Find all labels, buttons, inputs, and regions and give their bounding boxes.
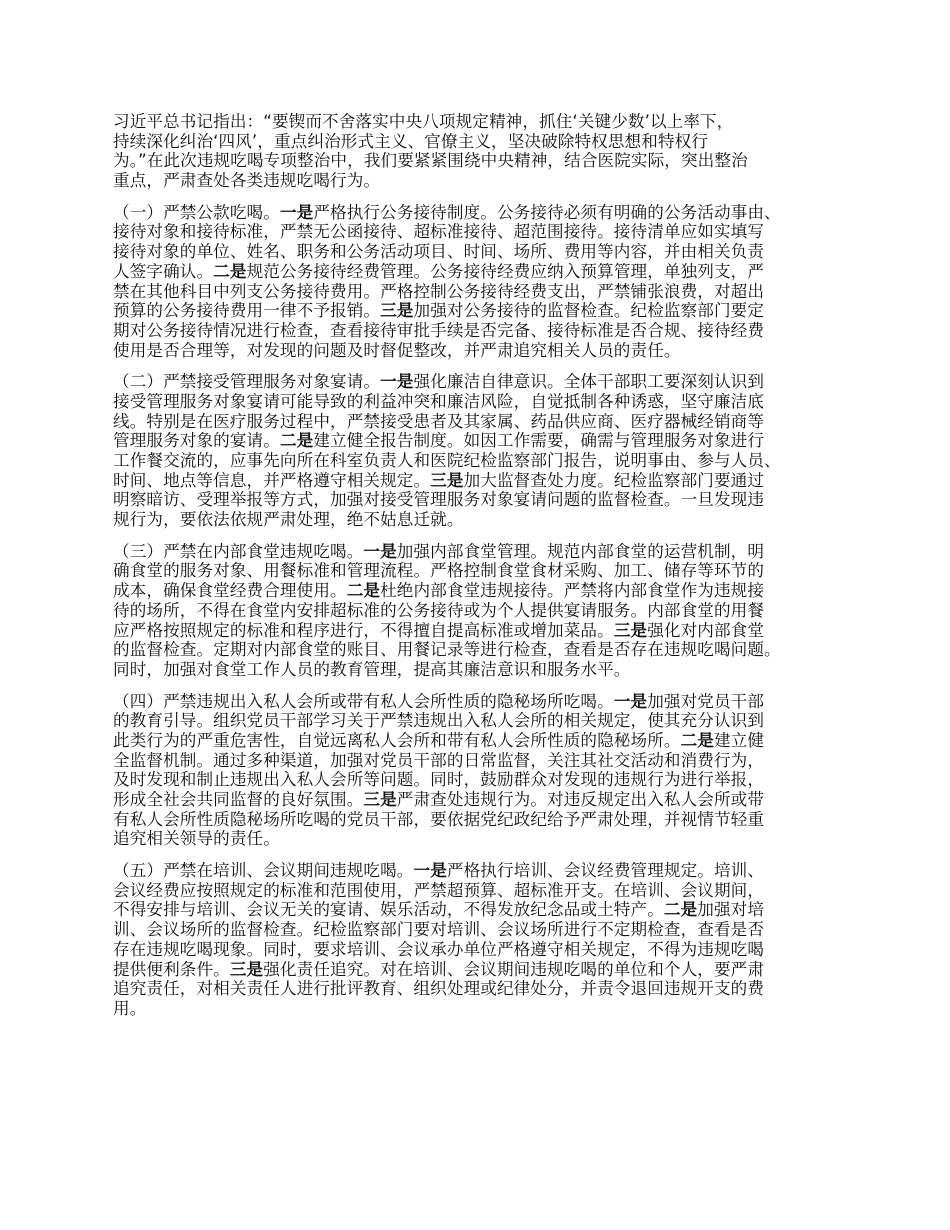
text-segment: 训、会议场所的监督检查。纪检监察部门要对培训、会议场所进行不定期检查，查看是否 — [113, 920, 765, 940]
text-line — [113, 960, 853, 980]
text-segment: 会议经费应按照规定的标准和范围使用，严禁超预算、超标准开支。在培训、会议期间， — [113, 880, 765, 900]
text-line — [113, 920, 853, 940]
text-segment: （三）严禁在内部食堂违规吃喝。 — [113, 541, 364, 561]
text-segment: 有私人会所性质隐秘场所吃喝的党员干部，要依据党纪政纪给予严肃处理，并视情节轻重 — [113, 809, 765, 829]
text-segment: 持续深化纠治‘四风’，重点纠治形式主义、官僚主义，坚决破除特权思想和特权行 — [113, 131, 709, 151]
text-line — [113, 979, 853, 999]
text-segment: 同时，加强对食堂工作人员的教育管理，提高其廉洁意识和服务水平。 — [113, 659, 631, 679]
text-line — [113, 751, 853, 771]
text-segment: 接受管理服务对象宴请可能导致的利益冲突和廉洁风险，自觉抵制各种诱惑，坚守廉洁底 — [113, 391, 765, 411]
text-line — [113, 151, 853, 171]
text-line — [113, 490, 853, 510]
bold-point-marker: 三是 — [430, 470, 464, 490]
text-line — [113, 321, 853, 341]
text-line — [113, 132, 853, 152]
text-line — [113, 112, 853, 132]
text-segment: 加强对党员干部 — [647, 691, 765, 711]
text-line — [113, 282, 853, 302]
text-segment: 严肃查处违规行为。对违反规定出入私人会所或带 — [396, 790, 765, 809]
bold-point-marker: 三是 — [363, 790, 397, 809]
bold-point-marker: 二是 — [279, 431, 314, 451]
text-segment: 强化责任追究。对在培训、会议期间违规吃喝的单位和个人，要严肃 — [263, 959, 765, 979]
text-line — [113, 471, 853, 491]
text-segment: 强化廉洁自律意识。全体干部职工要深刻认识到 — [413, 372, 765, 392]
text-line — [113, 392, 853, 412]
text-segment: 加强对培 — [697, 900, 765, 920]
text-segment: 工作餐交流的，应事先向所在科室负责人和医院纪检监察部门报告，说明事由、参与人员、 — [113, 451, 781, 470]
text-segment: 强化对内部食堂 — [647, 620, 765, 640]
text-line — [113, 790, 853, 810]
text-segment: 加大监督查处力度。纪检监察部门要通过 — [463, 470, 765, 490]
text-line — [113, 900, 853, 920]
text-segment: 严格执行培训、会议经费管理规定。培训、 — [446, 861, 765, 881]
bold-point-marker: 二是 — [680, 730, 714, 750]
text-line — [113, 412, 853, 432]
text-segment: 管理服务对象的宴请。 — [113, 431, 280, 451]
text-segment: 应严格按照规定的标准和程序进行，不得擅自提高标准或增加菜品。 — [113, 620, 614, 640]
bold-point-marker: 一是 — [363, 541, 397, 561]
text-segment: 习近平总书记指出：“要锲而不舍落实中央八项规定精神，抓住‘关键少数’以上率下， — [113, 112, 734, 131]
text-line — [113, 999, 853, 1019]
text-line — [113, 203, 853, 223]
text-segment: 成本，确保食堂经费合理使用。 — [113, 581, 347, 601]
paragraph — [113, 861, 853, 1019]
text-segment: 为。”在此次违规吃喝专项整治中，我们要紧紧围绕中央精神，结合医院实际，突出整治 — [113, 151, 748, 171]
text-segment: （二）严禁接受管理服务对象宴请。 — [113, 372, 381, 392]
text-line — [113, 222, 853, 242]
text-segment: 用。 — [113, 998, 147, 1018]
bold-point-marker: 一是 — [279, 202, 314, 222]
text-line — [113, 301, 853, 321]
text-segment: 预算的公务接待费用一律不予报销。 — [113, 301, 381, 321]
text-line — [113, 640, 853, 660]
text-line — [113, 770, 853, 790]
text-segment: （五）严禁在培训、会议期间违规吃喝。 — [113, 861, 414, 881]
text-line — [113, 431, 853, 451]
text-line — [113, 940, 853, 960]
text-line — [113, 810, 853, 830]
bold-point-marker: 一是 — [613, 691, 648, 711]
text-segment: 期对公务接待情况进行检查，查看接待审批手续是否完备、接待标准是否合规、接待经费 — [113, 320, 765, 340]
text-segment: 不得安排与培训、会议无关的宴请、娱乐活动，不得发放纪念品或土特产。 — [113, 900, 664, 920]
text-segment: 存在违规吃喝现象。同时，要求培训、会议承办单位严格遵守相关规定，不得为违规吃喝 — [113, 939, 765, 959]
bold-point-marker: 二是 — [346, 581, 381, 601]
text-line — [113, 542, 853, 562]
paragraph — [113, 542, 853, 680]
text-segment: 待的场所，不得在食堂内安排超标准的公务接待或为个人提供宴请服务。内部食堂的用餐 — [113, 600, 765, 620]
text-line — [113, 881, 853, 901]
text-segment: （四）严禁违规出入私人会所或带有私人会所性质的隐秘场所吃喝。 — [113, 691, 614, 711]
bold-point-marker: 一是 — [413, 861, 447, 881]
text-segment: 加强对公务接待的监督检查。纪检监察部门要定 — [413, 301, 765, 321]
text-line — [113, 601, 853, 621]
text-segment: 此类行为的严重危害性，自觉远离私人会所和带有私人会所性质的隐秘场所。 — [113, 730, 681, 750]
text-segment: 建立健全报告制度。如因工作需要，确需与管理服务对象进行 — [313, 431, 765, 451]
text-line — [113, 621, 853, 641]
text-segment: 接待对象和接待标准，严禁无公函接待、超标准接待、超范围接待。接待清单应如实填写 — [113, 222, 765, 242]
text-segment: 提供便利条件。 — [113, 959, 230, 979]
bold-point-marker: 二是 — [663, 900, 698, 920]
text-segment: 时间、地点等信息，并严格遵守相关规定。 — [113, 470, 431, 490]
text-line — [113, 861, 853, 881]
text-segment: 接待对象的单位、姓名、职务和公务活动项目、时间、场所、费用等内容，并由相关负责 — [113, 242, 765, 262]
text-segment: 线。特别是在医疗服务过程中，严禁接受患者及其家属、药品供应商、医疗器械经销商等 — [113, 411, 765, 431]
text-segment: 严格执行公务接待制度。公务接待必须有明确的公务活动事由、 — [313, 202, 781, 222]
paragraph — [113, 203, 853, 361]
document-body — [113, 112, 853, 1031]
text-segment: 使用是否合理等，对发现的问题及时督促整改，并严肃追究相关人员的责任。 — [113, 340, 681, 360]
text-line — [113, 510, 853, 530]
text-segment: 追究责任，对相关责任人进行批评教育、组织处理或纪律处分，并责令退回违规开支的费 — [113, 979, 765, 999]
text-segment: 重点，严肃查处各类违规吃喝行为。 — [113, 171, 381, 191]
text-segment: 规范公务接待经费管理。公务接待经费应纳入预算管理，单独列支，严 — [246, 261, 765, 281]
text-segment: 建立健 — [713, 730, 765, 750]
text-segment: 确食堂的服务对象、用餐标准和管理流程。严格控制食堂食材采购、加工、储存等环节的 — [113, 561, 765, 581]
text-segment: 的教育引导。组织党员干部学习关于严禁违规出入私人会所的相关规定，使其充分认识到 — [113, 711, 765, 731]
text-segment: 禁在其他科目中列支公务接待费用。严格控制公务接待经费支出，严禁铺张浪费，对超出 — [113, 281, 765, 301]
text-line — [113, 711, 853, 731]
text-line — [113, 581, 853, 601]
text-line — [113, 451, 853, 471]
text-line — [113, 829, 853, 849]
text-segment: 形成全社会共同监督的良好氛围。 — [113, 790, 364, 809]
bold-point-marker: 三是 — [380, 301, 414, 321]
paragraph — [113, 112, 853, 191]
text-line — [113, 561, 853, 581]
text-line — [113, 692, 853, 712]
text-segment: （一）严禁公款吃喝。 — [113, 202, 280, 222]
text-segment: 人签字确认。 — [113, 261, 214, 281]
text-line — [113, 242, 853, 262]
text-segment: 全监督机制。通过多种渠道，加强对党员干部的日常监督，关注其社交活动和消费行为， — [113, 750, 765, 770]
text-segment: 加强内部食堂管理。规范内部食堂的运营机制，明 — [396, 541, 765, 561]
text-line — [113, 660, 853, 680]
text-line — [113, 731, 853, 751]
bold-point-marker: 一是 — [380, 372, 414, 392]
paragraph — [113, 372, 853, 530]
text-segment: 追究相关领导的责任。 — [113, 829, 280, 849]
text-segment: 的监督检查。定期对内部食堂的账目、用餐记录等进行检查，查看是否存在违规吃喝问题。 — [113, 640, 781, 660]
text-line — [113, 341, 853, 361]
bold-point-marker: 三是 — [613, 620, 648, 640]
text-segment: 明察暗访、受理举报等方式，加强对接受管理服务对象宴请问题的监督检查。一旦发现违 — [113, 490, 765, 510]
text-segment: 及时发现和制止违规出入私人会所等问题。同时，鼓励群众对发现的违规行为进行举报， — [113, 770, 765, 790]
text-line — [113, 171, 853, 191]
bold-point-marker: 二是 — [213, 261, 247, 281]
bold-point-marker: 三是 — [229, 959, 264, 979]
text-segment: 杜绝内部食堂违规接待。严禁将内部食堂作为违规接 — [380, 581, 765, 601]
paragraph — [113, 692, 853, 850]
text-segment: 规行为，要依法依规严肃处理，绝不姑息迁就。 — [113, 510, 464, 530]
text-line — [113, 262, 853, 282]
text-line — [113, 372, 853, 392]
